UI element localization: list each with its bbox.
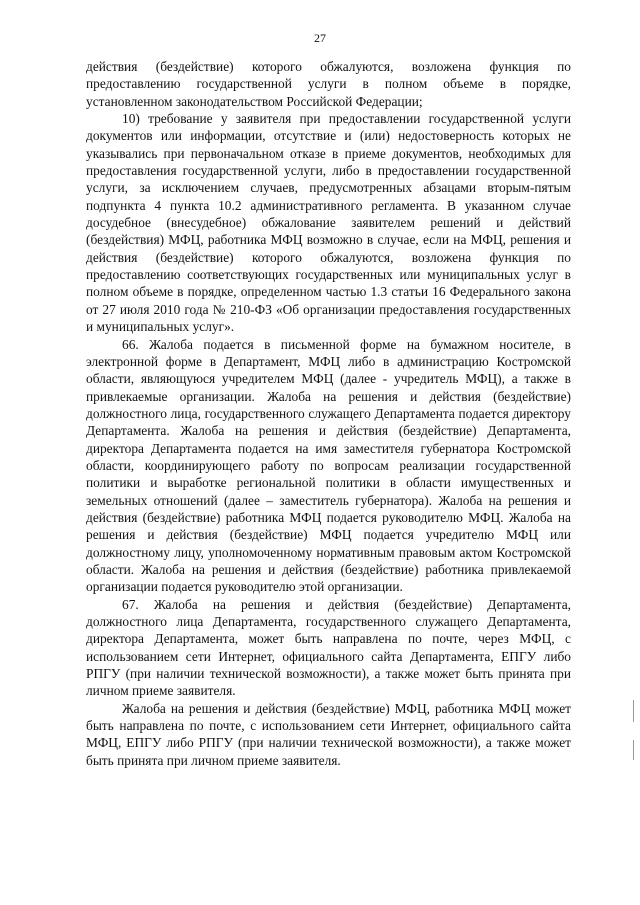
scan-margin-mark: [633, 700, 634, 722]
paragraph-item-67: 67. Жалоба на решения и действия (бездействие) Департамента, должностного лица Департамента, государственного служащего Департамента, директора Департамента, может быть направлена по почте, через МФЦ, с использованием сети Интернет, официального сайта Департамента, ЕПГУ либо РПГУ (при наличии технической возможности), а также может быть принята при личном приеме заявителя.: [86, 596, 571, 699]
paragraph-continuation: действия (бездействие) которого обжалуются, возложена функция по предоставлению государственной услуги в полном объеме в порядке, установленном законодательством Российской Федерации;: [86, 59, 571, 109]
page-number: 27: [314, 31, 326, 45]
paragraph-item-10: 10) требование у заявителя при предоставлении государственной услуги документов или информации, отсутствие и (или) недостоверность которых не указывались при первоначальном отказе в приеме документов, необходимых для предоставления государственной услуги, либо в предоставлении государственной услуги, за исключением случаев, предусмотренных абзацами вторым-пятым подпункта 4 пункта 10.2 административного регламента. В указанном случае досудебное (внесудебное) обжалование заявителем решений и действий (бездействия) МФЦ, работника МФЦ возможно в случае, если на МФЦ, решения и действия (бездействие) которого обжалуются, возложена функция по предоставлению соответствующих государственных или муниципальных услуг в полном объеме в порядке, определенном частью 1.3 статьи 16 Федерального закона от 27 июля 2010 года № 210-ФЗ «Об организации предоставления государственных и муниципальных услуг».: [86, 111, 571, 335]
paragraph-item-67-mfc: Жалоба на решения и действия (бездействие) МФЦ, работника МФЦ может быть направлена по почте, с использованием сети Интернет, официального сайта МФЦ, ЕПГУ либо РПГУ (при наличии технической возможности), а также может быть принята при личном приеме заявителя.: [86, 700, 571, 768]
document-body: [86, 58, 571, 769]
paragraph-item-66: 66. Жалоба подается в письменной форме на бумажном носителе, в электронной форме в Департамент, МФЦ либо в администрацию Костромской области, являющуюся учредителем МФЦ (далее - учредитель МФЦ), а также в привлекаемые организации. Жалоба на решения и действия (бездействие) должностного лица, государственного служащего Департамента подается директору Департамента. Жалоба на решения и действия (бездействие) Департамента, директора Департамента подается на имя заместителя губернатора Костромской области, координирующего работу по вопросам реализации государственной политики и выработке региональной политики в области имущественных и земельных отношений (далее – заместитель губернатора). Жалоба на решения и действия (бездействие) работника МФЦ подается руководителю МФЦ. Жалоба на решения и действия (бездействие) МФЦ подается учредителю МФЦ или должностному лицу, уполномоченному нормативным правовым актом Костромской области. Жалоба на решения и действия (бездействие) работника привлекаемой организации подается руководителю этой организации.: [86, 336, 571, 595]
scan-margin-mark: [633, 740, 634, 760]
